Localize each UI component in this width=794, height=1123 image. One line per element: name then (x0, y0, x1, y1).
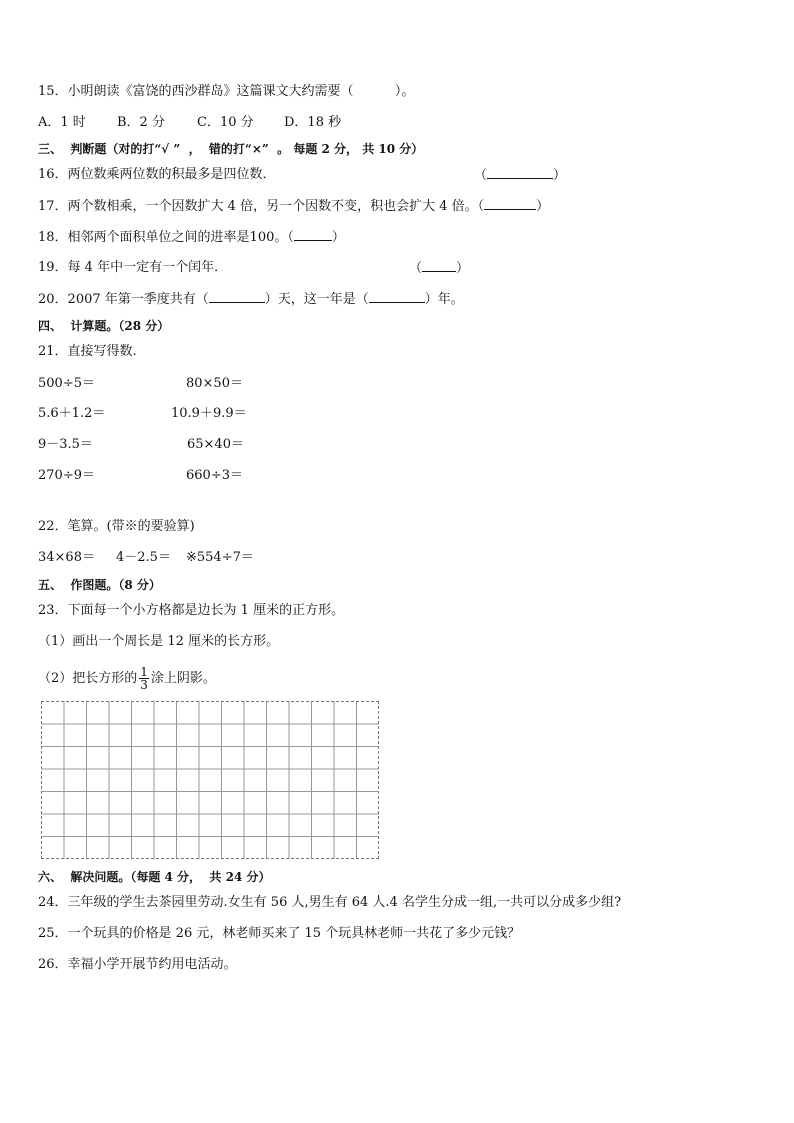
q20-blank-year[interactable] (369, 291, 425, 303)
question-19-text: 19．每 4 年中一定有一个闰年． (38, 260, 228, 275)
question-26-text: 26．幸福小学开展节约用电活动。 (38, 957, 237, 972)
q16-blank[interactable] (487, 167, 553, 179)
calc-item: 9－3.5＝ (38, 437, 93, 452)
question-23-part-1: （1）画出一个周长是 12 厘米的长方形。 (38, 634, 280, 649)
q23-part2-after: 涂上阴影。 (150, 671, 216, 686)
calc-item: 65×40＝ (187, 437, 244, 452)
q15-option-c: C．10 分 (197, 115, 254, 130)
q16-answer[interactable] (474, 167, 566, 184)
q15-option-a: A．1 时 (38, 115, 86, 130)
calc-item: 5.6＋1.2＝ (38, 406, 106, 421)
q18-blank[interactable] (294, 229, 332, 241)
q19-blank[interactable] (422, 260, 456, 272)
q23-part2-before: （2）把长方形的 (38, 671, 138, 686)
q16-paren-open: （ (474, 168, 488, 183)
q20-part2: ）天，这一年是（ (264, 292, 369, 307)
written-calc-item: 34×68＝ (38, 550, 95, 565)
question-23-title: 23．下面每一个小方格都是边长为 1 厘米的正方形。 (38, 603, 345, 618)
fraction-denominator: 3 (140, 678, 148, 692)
q16-paren-close: ） (553, 168, 567, 183)
section-5-title: 五、 作图题。（8 分） (38, 578, 161, 592)
calc-item: 10.9＋9.9＝ (171, 406, 247, 421)
fraction-numerator: 1 (140, 665, 148, 679)
question-25-text: 25．一个玩具的价格是 26 元，林老师买来了 15 个玩具林老师一共花了多少元钱？ (38, 926, 521, 941)
question-18 (38, 229, 345, 246)
question-18-text: 18．相邻两个面积单位之间的进率是100。（ (38, 230, 294, 245)
section-3-title: 三、 判断题（对的打“√ ” ， 错的打“×” 。 每题 2 分， 共 10 分） (38, 142, 424, 156)
q15-option-d: D．18 秒 (284, 115, 342, 130)
q19-paren-close: ） (456, 261, 470, 276)
calc-item: 270÷9＝ (38, 468, 95, 483)
q17-paren-close: ） (536, 199, 550, 214)
q17-blank[interactable] (484, 198, 536, 210)
q20-part3: ）年。 (424, 292, 464, 307)
q19-paren-open: （ (409, 261, 423, 276)
calc-item: 80×50＝ (186, 376, 243, 391)
section-4-title: 四、 计算题。（28 分） (38, 319, 170, 333)
written-calc-item: 4－2.5＝ (116, 550, 171, 565)
q18-paren-close: ） (331, 230, 345, 245)
calc-item: 500÷5＝ (38, 376, 95, 391)
q20-part1: 20．2007 年第一季度共有（ (38, 292, 209, 307)
question-24-text: 24．三年级的学生去茶园里劳动.女生有 56 人,男生有 64 人.4 名学生分成一组,一共可以分成多少组? (38, 895, 622, 910)
question-17-text: 17．两个数相乘，一个因数扩大 4 倍，另一个因数不变，积也会扩大 4 倍。（ (38, 199, 485, 214)
question-21-title: 21．直接写得数. (38, 344, 137, 359)
question-17 (38, 198, 549, 215)
written-calc-item: ※554÷7＝ (186, 550, 254, 565)
question-20 (38, 291, 464, 308)
q15-option-b: B．2 分 (117, 115, 165, 130)
question-15-stem: 15．小明朗读《富饶的西沙群岛》这篇课文大约需要（ ）。 (38, 84, 415, 99)
q20-blank-days[interactable] (209, 291, 265, 303)
question-23-part-2 (38, 664, 216, 694)
question-22-title: 22．笔算。(带※的要验算) (38, 519, 195, 534)
square-grid[interactable] (41, 701, 379, 859)
q19-answer[interactable] (409, 260, 469, 277)
section-6-title: 六、 解决问题。（每题 4 分， 共 24 分） (38, 870, 271, 884)
question-16-text: 16．两位数乘两位数的积最多是四位数． (38, 167, 276, 182)
fraction-one-third (139, 666, 149, 691)
calc-item: 660÷3＝ (186, 468, 243, 483)
